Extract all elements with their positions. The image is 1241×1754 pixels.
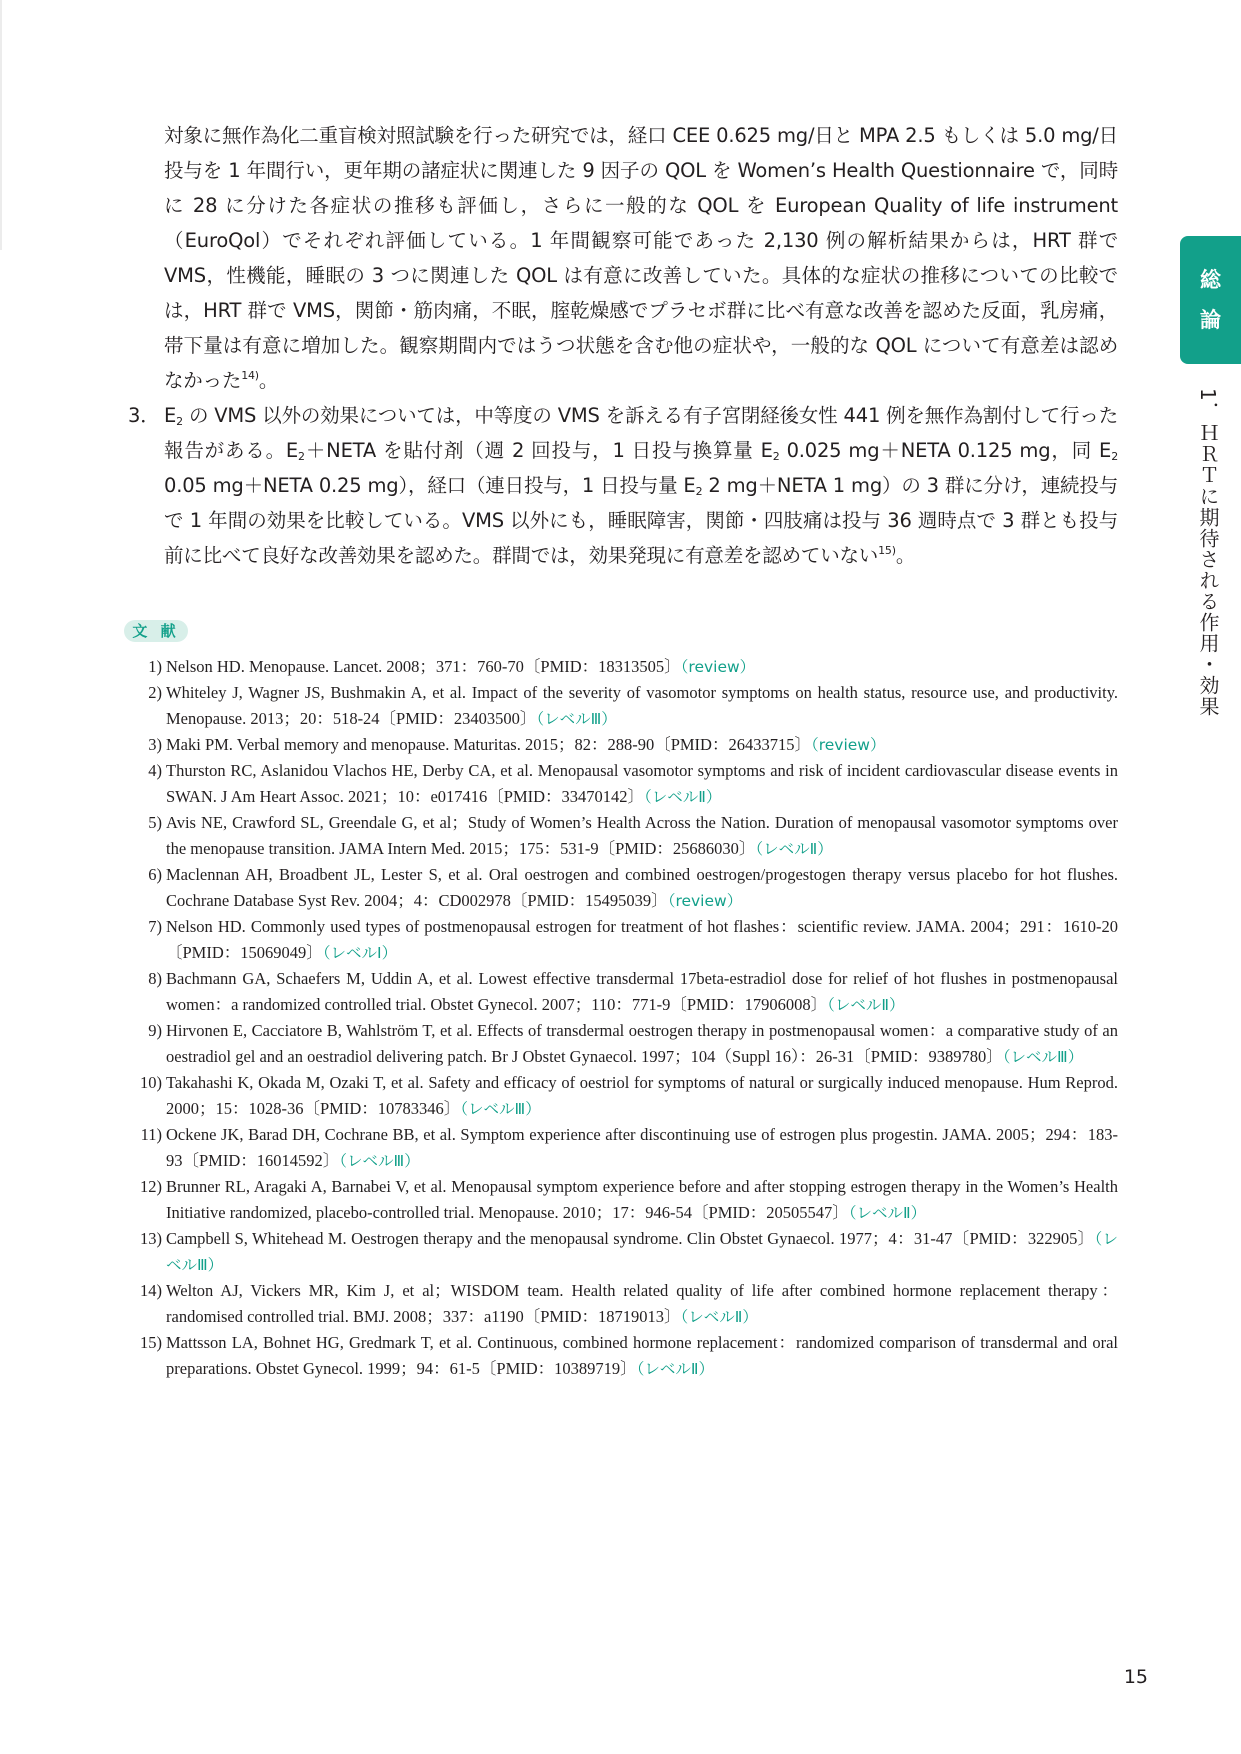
reference-number: 5) [148,813,162,832]
reference-text: Thurston RC, Aslanidou Vlachos HE, Derby CA, et al. Menopausal vasomotor symptoms and risk of incident cardiovascular disease events in SWAN. J Am Heart Assoc. 2021；10：e017416〔PMID：33470142〕 [166,761,1118,806]
subscript: 2 [298,450,305,463]
reference-text: Nelson HD. Commonly used types of postmenopausal estrogen for treatment of hot flashes：scientific review. JAMA. 2004；291：1610-20〔PMID：15069049〕 [166,917,1118,962]
subscript: 2 [695,485,703,498]
text-segment: 2 mg＋NETA 1 mg）の 3 群に分け，連続投与で 1 年間の効果を比較している。VMS 以外にも，睡眠障害，関節・四肢痛は投与 36 週時点で 3 群とも投与前に比べて良好な改善効果を認めた。群間では，効果発現に有意差を認めていない [164,474,1118,567]
reference-text: Hirvonen E, Cacciatore B, Wahlström T, et al. Effects of transdermal oestrogen therapy in postmenopausal women：a comparative study of an oestradiol gel and an oestradiol delivering patch. Br J Obstet Gynaecol. 1997；104（Suppl 16）：26-31〔PMID：9389780〕 [166,1021,1118,1066]
subscript: 2 [772,450,780,463]
chapter-title-vertical: 1．ＨＲＴに期待される作用・効果 [1196,388,1220,717]
paragraph-text: 対象に無作為化二重盲検対照試験を行った研究では，経口 CEE 0.625 mg/日と MPA 2.5 もしくは 5.0 mg/日投与を 1 年間行い，更年期の諸症状に関連した 9 因子の QOL を Women’s Health Questionnaire で，同時に 28 に分けた各症状の推移も評価し，さらに一般的な QOL を European Quality of life instrument（EuroQol）でそれぞれ評価している。1 年間観察可能であった 2,130 例の解析結果からは，HRT 群で VMS，性機能，睡眠の 3 つに関連した QOL は有意に改善していた。具体的な症状の推移についての比較では，HRT 群で VMS，関節・筋肉痛，不眠，腟乾燥感でプラセボ群に比べ有意な改善を認めた反面，乳房痛，帯下量は有意に増加した。観察期間内ではうつ状態を含む他の症状や，一般的な QOL について有意差は認めなかった [164,124,1118,392]
evidence-level-label: （レベルⅢ） [460,1100,541,1118]
reference-item [124,1226,1118,1278]
references-heading: 文 献 [124,620,188,642]
reference-item [124,1278,1118,1330]
reference-text: Ockene JK, Barad DH, Cochrane BB, et al. Symptom experience after discontinuing use of estrogen plus progestin. JAMA. 2005；294：183-93〔PMID：16014592〕 [166,1125,1118,1170]
reference-number: 7) [148,917,162,936]
reference-text: Welton AJ, Vickers MR, Kim J, et al；WISDOM team. Health related quality of life after combined hormone replacement therapy：randomised controlled trial. BMJ. 2008；337：a1190〔PMID：18719013〕 [166,1281,1118,1326]
paragraph-continued [128,118,1118,398]
section-tab-char: 論 [1200,308,1221,332]
reference-item [124,680,1118,732]
reference-item [124,1122,1118,1174]
reference-item [124,862,1118,914]
reference-number: 14) [140,1281,162,1300]
list-item-number: 3． [128,404,160,427]
reference-item [124,1330,1118,1382]
reference-text: Maclennan AH, Broadbent JL, Lester S, et al. Oral oestrogen and combined oestrogen/progestogen therapy versus placebo for hot flushes. Cochrane Database Syst Rev. 2004；4：CD002978〔PMID：15495039〕 [166,865,1118,910]
subscript: 2 [176,415,183,428]
evidence-level-label: （レベルⅡ） [848,1204,927,1222]
section-tab-char: 総 [1200,268,1221,292]
references-list [124,654,1118,1382]
body-text [128,118,1118,573]
reference-number: 15) [140,1333,162,1352]
reference-number: 11) [140,1125,162,1144]
reference-text: Maki PM. Verbal memory and menopause. Maturitas. 2015；82：288-90〔PMID：26433715〕 [166,735,811,754]
evidence-level-label: （レベルⅢ） [1002,1048,1084,1066]
reference-text: Bachmann GA, Schaefers M, Uddin A, et al. Lowest effective transdermal 17beta-estradiol dose for relief of hot flushes in postmenopausal women：a randomized controlled trial. Obstet Gynecol. 2007；110：771-9〔PMID：17906008〕 [166,969,1118,1014]
reference-number: 12) [140,1177,162,1196]
section-tab[interactable] [1180,236,1241,364]
reference-item [124,654,1118,680]
reference-number: 2) [148,683,162,702]
reference-number: 9) [148,1021,162,1040]
evidence-level-label: （レベルⅢ） [166,1230,1118,1274]
reference-text: Whiteley J, Wagner JS, Bushmakin A, et al. Impact of the severity of vasomotor symptoms on health status, resource use, and productivity. Menopause. 2013；20：518-24〔PMID：23403500〕 [166,683,1118,728]
reference-text: Takahashi K, Okada M, Ozaki T, et al. Safety and efficacy of oestriol for symptoms of natural or surgically induced menopause. Hum Reprod. 2000；15：1028-36〔PMID：10783346〕 [166,1073,1118,1118]
reference-number: 4) [148,761,162,780]
reference-item [124,1018,1118,1070]
evidence-level-label: （レベルⅡ） [680,1308,758,1326]
reference-text: Avis NE, Crawford SL, Greendale G, et al；Study of Women’s Health Across the Nation. Duration of menopausal vasomotor symptoms over the menopause transition. JAMA Intern Med. 2015；175：531-9〔PMID：25686030〕 [166,813,1118,858]
reference-item [124,1070,1118,1122]
reference-number: 6) [148,865,162,884]
text-end: 。 [895,544,916,567]
paragraph-end: 。 [258,369,279,392]
list-item-3 [128,398,1118,573]
reference-text: Campbell S, Whitehead M. Oestrogen therapy and the menopausal syndrome. Clin Obstet Gynaecol. 1977；4：31-47〔PMID：322905〕 [166,1229,1095,1248]
reference-number: 1) [148,657,162,676]
subscript: 2 [1111,450,1118,463]
reference-number: 13) [140,1229,162,1248]
page-number: 15 [1123,1666,1148,1688]
evidence-level-label: （review） [680,658,756,676]
evidence-level-label: （レベルⅡ） [644,788,722,806]
citation-sup[interactable]: 14) [241,369,259,382]
evidence-level-label: （レベルⅡ） [827,996,905,1014]
text-segment: 0.025 mg＋NETA 0.125 mg，同 E [779,439,1112,462]
reference-text: Nelson HD. Menopause. Lancet. 2008；371：760-70〔PMID：18313505〕 [166,657,681,676]
reference-number: 8) [148,969,162,988]
reference-text: Brunner RL, Aragaki A, Barnabei V, et al. Menopausal symptom experience before and after stopping estrogen therapy in the Women’s Health Initiative randomized, placebo-controlled trial. Menopause. 2010；17：946-54〔PMID：20505547〕 [166,1177,1118,1222]
evidence-level-label: （review） [810,736,886,754]
reference-number: 10) [140,1073,162,1092]
reference-item [124,966,1118,1018]
evidence-level-label: （レベルⅢ） [536,710,617,728]
evidence-level-label: （review） [667,892,743,910]
citation-sup[interactable]: 15) [878,544,896,557]
reference-text: Mattsson LA, Bohnet HG, Gredmark T, et al. Continuous, combined hormone replacement：randomized comparison of transdermal and oral preparations. Obstet Gynecol. 1999；94：61-5〔PMID：10389719〕 [166,1333,1118,1378]
evidence-level-label: （レベルⅠ） [322,944,398,962]
reference-item [124,732,1118,758]
reference-item [124,810,1118,862]
reference-item [124,1174,1118,1226]
page-edge-line [0,0,2,250]
evidence-level-label: （レベルⅡ） [636,1360,715,1378]
evidence-level-label: （レベルⅢ） [339,1152,420,1170]
text-segment: E [164,404,177,427]
reference-item [124,914,1118,966]
text-segment: ＋NETA を貼付剤（週 2 回投与，1 日投与換算量 E [304,439,773,462]
text-segment: 0.05 mg＋NETA 0.25 mg），経口（連日投与，1 日投与量 E [164,474,696,497]
text-segment: の VMS 以外の効果については，中等度の VMS を訴える有子宮閉経後女性 441 例を無作為割付して行った報告がある。E [164,404,1118,462]
reference-number: 3) [148,735,162,754]
reference-item [124,758,1118,810]
evidence-level-label: （レベルⅡ） [755,840,833,858]
